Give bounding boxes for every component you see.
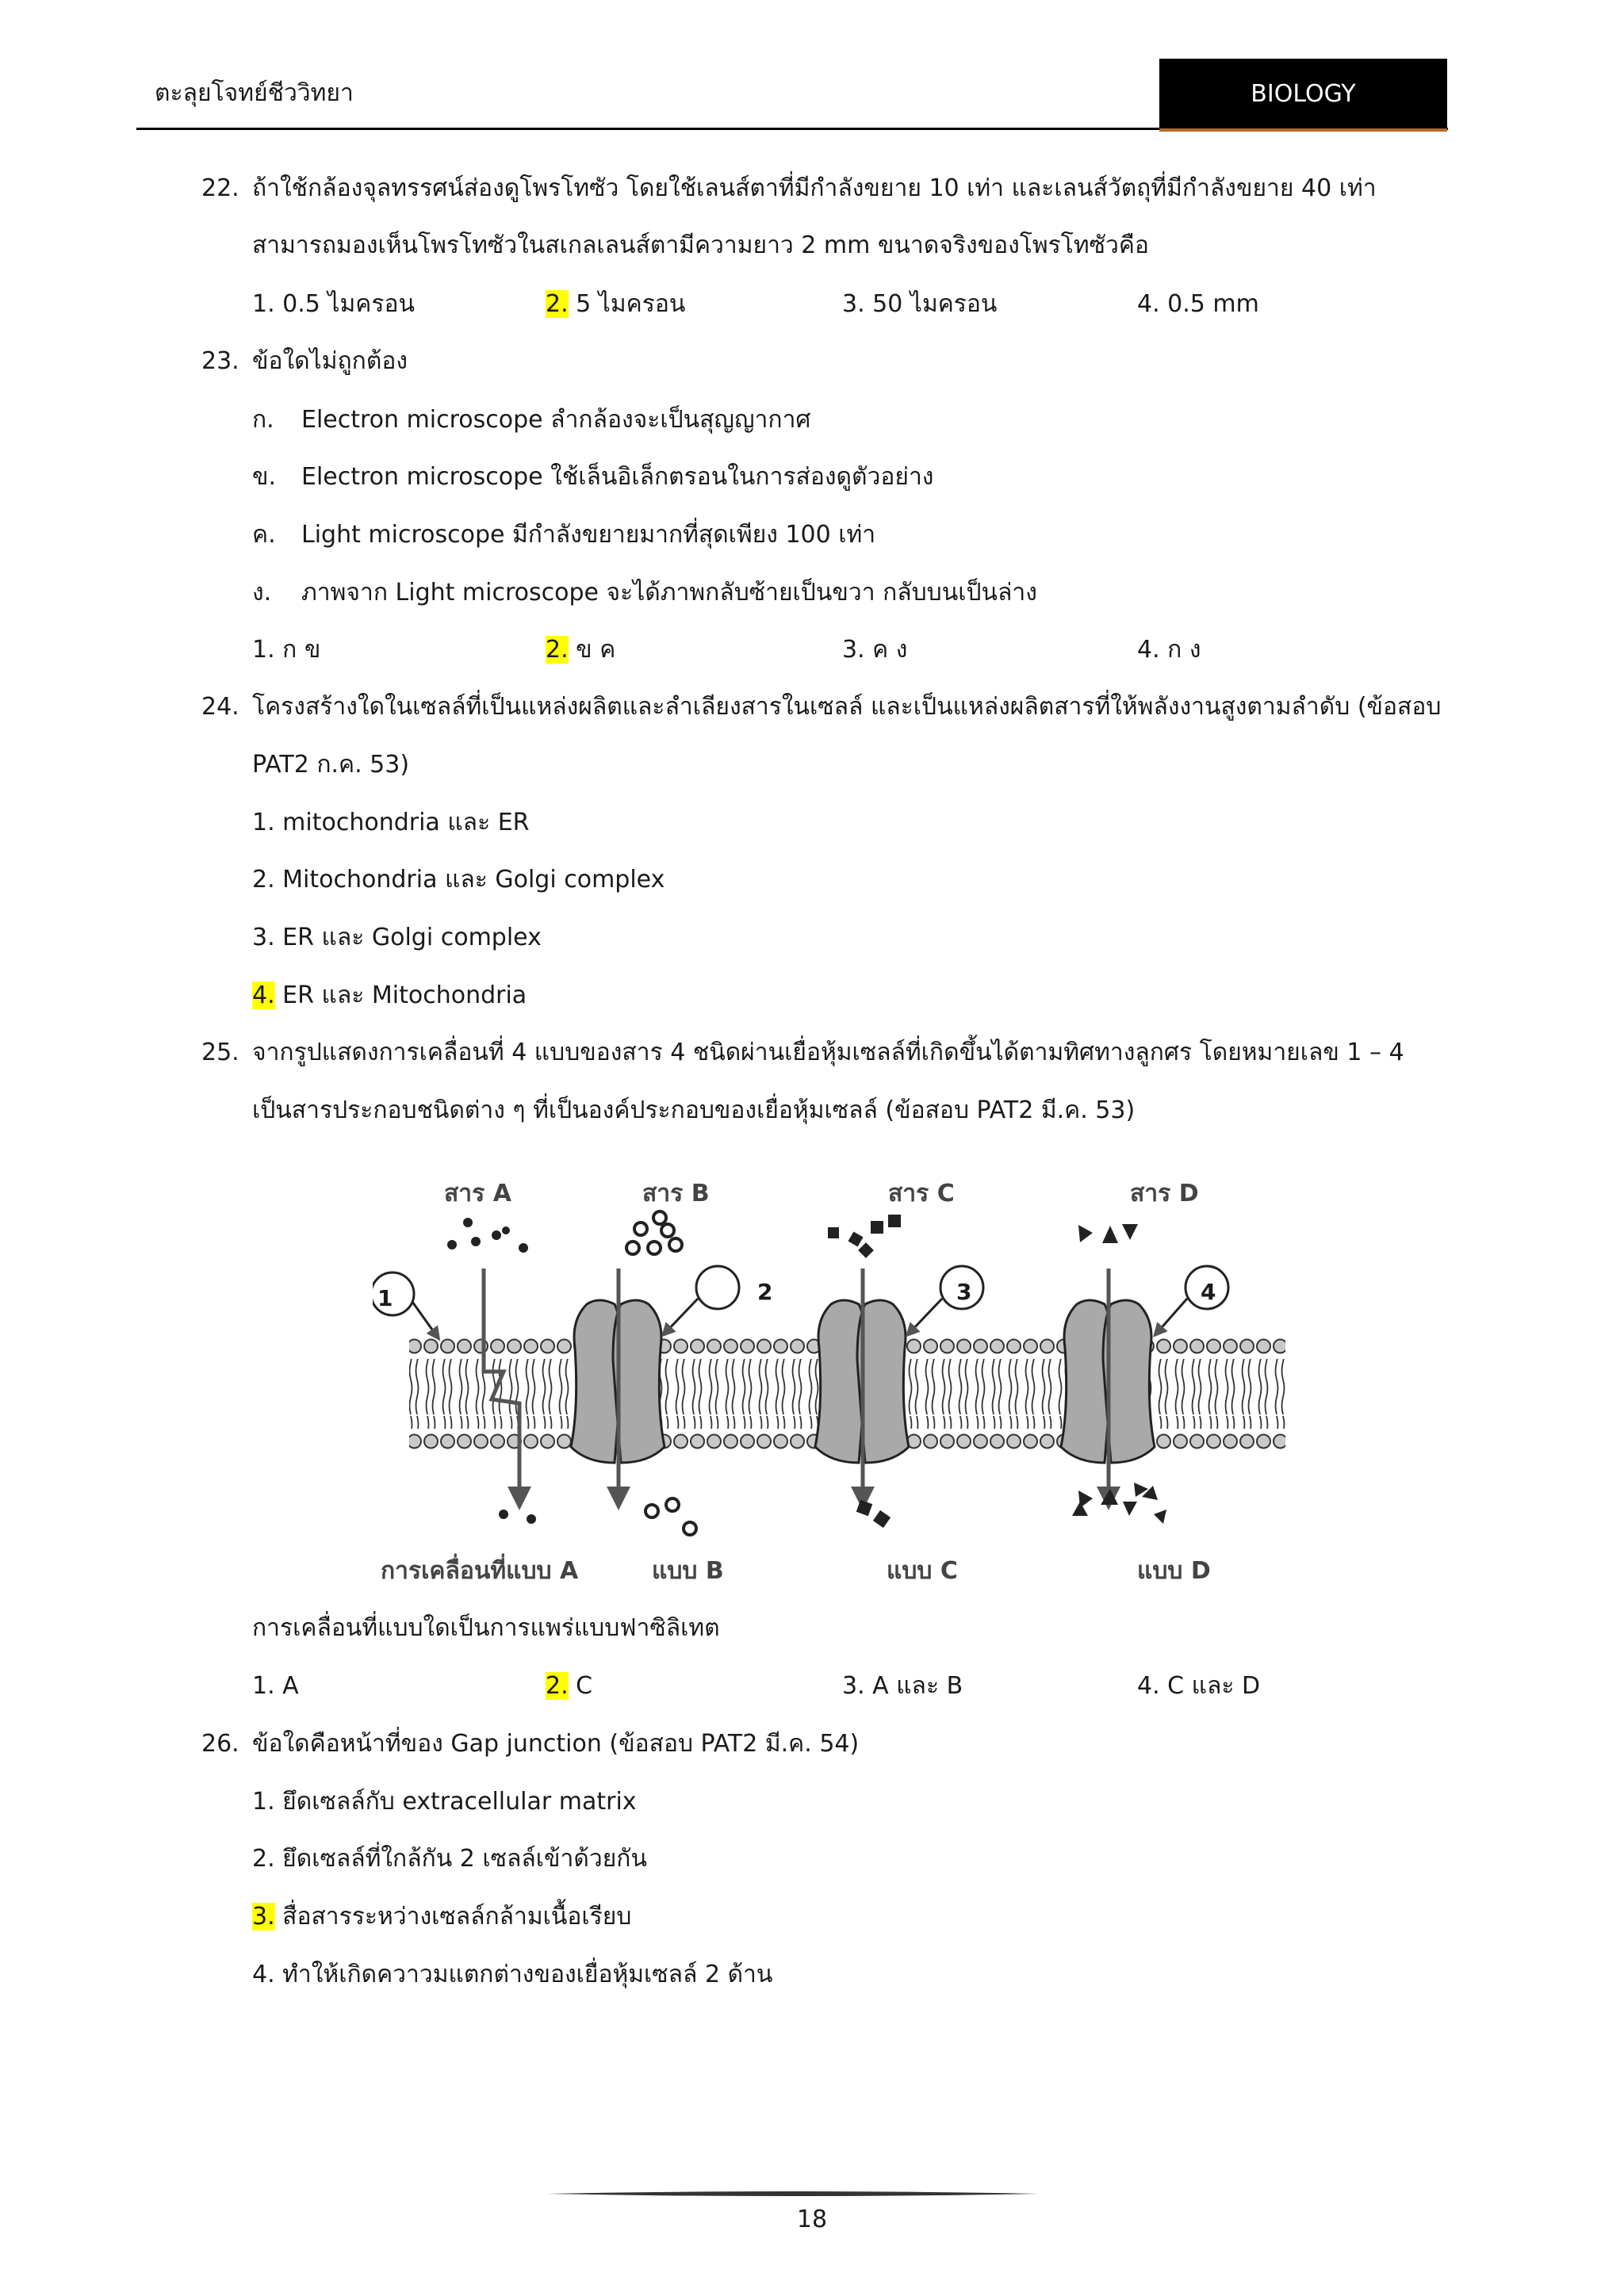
membrane-transport-figure	[373, 1165, 1300, 1594]
substance-label: สาร C	[888, 1180, 955, 1207]
choice-number: 2.	[252, 866, 275, 894]
footer-divider	[547, 2191, 1039, 2197]
question-24-text-line1: โครงสร้างใดในเซลล์ที่เป็นแหล่งผลิตและลำเลียงสารในเซลล์ และเป็นแหล่งผลิตสารที่ให้พลังงานสูงตามลำดับ (ข้อสอบ	[252, 693, 1442, 721]
question-25-prompt: การเคลื่อนที่แบบใดเป็นการแพร่แบบฟาซิลิเทต	[252, 1614, 720, 1642]
question-24-number: 24.	[201, 693, 239, 721]
statement-text: Light microscope มีกำลังขยายมากที่สุดเพียง 100 เท่า	[301, 521, 876, 549]
choice-text: 0.5 ไมครอน	[274, 290, 415, 318]
transport-mode-label: แบบ B	[652, 1557, 724, 1585]
statement-text: Electron microscope ลำกล้องจะเป็นสุญญากาศ	[301, 406, 811, 434]
choice-text: Mitochondria และ Golgi complex	[274, 866, 665, 894]
choice-number-highlight: 2.	[546, 636, 569, 664]
page-number: 18	[796, 2206, 828, 2233]
choice[interactable]	[1137, 1670, 1260, 1702]
choice[interactable]	[1137, 634, 1201, 666]
choice-text: สื่อสารระหว่างเซลล์กล้ามเนื้อเรียบ	[274, 1903, 632, 1931]
choice-highlighted[interactable]	[546, 1670, 592, 1702]
choice-number: 4.	[1137, 290, 1160, 318]
transport-mode-label: การเคลื่อนที่แบบ A	[381, 1557, 579, 1585]
marker-number: 1	[377, 1285, 393, 1311]
choice-highlighted[interactable]	[546, 634, 615, 666]
choice[interactable]	[252, 1959, 772, 1991]
substance-label: สาร B	[642, 1180, 710, 1207]
transport-mode-label: แบบ D	[1137, 1557, 1211, 1585]
question-22-number: 22.	[201, 174, 239, 202]
choice-text: ค ง	[864, 636, 908, 664]
choice-number-highlight: 4.	[252, 982, 275, 1009]
choice-number: 2.	[252, 1845, 275, 1873]
marker-number: 2	[757, 1279, 773, 1305]
question-25-text-line2: เป็นสารประกอบชนิดต่าง ๆ ที่เป็นองค์ประกอบของเยื่อหุ้มเซลล์ (ข้อสอบ PAT2 มี.ค. 53)	[252, 1096, 1136, 1124]
choice-text: ER และ Golgi complex	[274, 924, 542, 951]
choice-text: mitochondria และ ER	[274, 809, 530, 836]
choice-text: ER และ Mitochondria	[274, 982, 527, 1009]
choice[interactable]	[842, 1670, 963, 1702]
choice-text: ก ข	[274, 636, 321, 664]
choice[interactable]	[252, 1843, 647, 1875]
choice[interactable]	[252, 864, 665, 896]
choice-number: 4.	[1137, 636, 1160, 664]
choice-number: 4.	[1137, 1672, 1160, 1700]
choice-text: ข ค	[568, 636, 616, 664]
question-22-text-line2: สามารถมองเห็นโพรโทซัวในสเกลเลนส์ตามีความยาว 2 mm ขนาดจริงของโพรโทซัวคือ	[252, 232, 1149, 259]
choice-number: 1.	[252, 636, 275, 664]
question-23-number: 23.	[201, 347, 239, 375]
statement-text: ภาพจาก Light microscope จะได้ภาพกลับซ้ายเป็นขวา กลับบนเป็นล่าง	[301, 579, 1037, 607]
choice-text: C และ D	[1159, 1672, 1261, 1700]
choice[interactable]	[252, 634, 320, 666]
subject-badge-label: BIOLOGY	[1251, 79, 1356, 108]
choice[interactable]	[252, 289, 415, 320]
statement-label: ข.	[252, 463, 277, 491]
choice-highlighted[interactable]	[252, 980, 527, 1012]
statement-text: Electron microscope ใช้เล็นอิเล็กตรอนในการส่องดูตัวอย่าง	[301, 463, 934, 491]
choice-number: 4.	[252, 1961, 275, 1988]
choice-number: 3.	[842, 290, 865, 318]
question-25-number: 25.	[201, 1039, 239, 1066]
question-25-text-line1: จากรูปแสดงการเคลื่อนที่ 4 แบบของสาร 4 ชนิดผ่านเยื่อหุ้มเซลล์ที่เกิดขึ้นได้ตามทิศทางลูกศร โดยหมายเลข 1 – 4	[252, 1039, 1404, 1066]
question-26-number: 26.	[201, 1730, 239, 1758]
choice-text: 50 ไมครอน	[864, 290, 998, 318]
question-26-text: ข้อใดคือหน้าที่ของ Gap junction (ข้อสอบ PAT2 มี.ค. 54)	[252, 1730, 860, 1758]
choice-text: ยึดเซลล์ที่ใกล้กัน 2 เซลล์เข้าด้วยกัน	[274, 1845, 647, 1873]
badge-underline	[1159, 128, 1447, 132]
choice-highlighted[interactable]	[252, 1901, 631, 1933]
choice-number-highlight: 2.	[546, 290, 569, 318]
choice[interactable]	[1137, 289, 1259, 320]
choice[interactable]	[842, 289, 997, 320]
choice-highlighted[interactable]	[546, 289, 685, 320]
choice-number: 3.	[842, 1672, 865, 1700]
choice-text: A	[274, 1672, 299, 1700]
substance-label: สาร A	[444, 1180, 511, 1207]
substance-label: สาร D	[1130, 1180, 1199, 1207]
choice-number-highlight: 2.	[546, 1672, 569, 1700]
choice[interactable]	[252, 807, 530, 839]
choice-text: ทำให้เกิดควาวมแตกต่างของเยื่อหุ้มเซลล์ 2 ด้าน	[274, 1961, 773, 1988]
statement-label: ง.	[252, 579, 272, 607]
statement-label: ก.	[252, 406, 274, 434]
choice-text: 0.5 mm	[1159, 290, 1259, 318]
choice[interactable]	[252, 922, 542, 954]
choice-number: 1.	[252, 1672, 275, 1700]
choice-number: 1.	[252, 809, 275, 836]
question-24-text-line2: PAT2 ก.ค. 53)	[252, 751, 410, 779]
choice[interactable]	[252, 1670, 299, 1702]
subject-badge	[1159, 59, 1447, 128]
choice-text: A และ B	[864, 1672, 963, 1700]
choice-number: 1.	[252, 290, 275, 318]
transport-mode-label: แบบ C	[887, 1557, 958, 1585]
question-22-text-line1: ถ้าใช้กล้องจุลทรรศน์ส่องดูโพรโทซัว โดยใช้เลนส์ตาที่มีกำลังขยาย 10 เท่า และเลนส์วัตถุที่มีกำลังขยาย 40 เท่า	[252, 174, 1377, 202]
marker-number: 3	[956, 1279, 972, 1305]
choice-number: 1.	[252, 1788, 275, 1816]
choice-text: C	[568, 1672, 593, 1700]
choice-text: ยึดเซลล์กับ extracellular matrix	[274, 1788, 637, 1816]
choice-number: 3.	[842, 636, 865, 664]
choice-number-highlight: 3.	[252, 1903, 275, 1931]
question-23-text: ข้อใดไม่ถูกต้อง	[252, 347, 408, 375]
choice-number: 3.	[252, 924, 275, 951]
marker-number: 4	[1201, 1279, 1216, 1305]
choice-text: 5 ไมครอน	[568, 290, 686, 318]
statement-label: ค.	[252, 521, 276, 549]
choice[interactable]	[842, 634, 907, 666]
choice[interactable]	[252, 1786, 637, 1818]
header-title: ตะลุยโจทย์ชีววิทยา	[155, 79, 354, 107]
choice-text: ก ง	[1159, 636, 1201, 664]
